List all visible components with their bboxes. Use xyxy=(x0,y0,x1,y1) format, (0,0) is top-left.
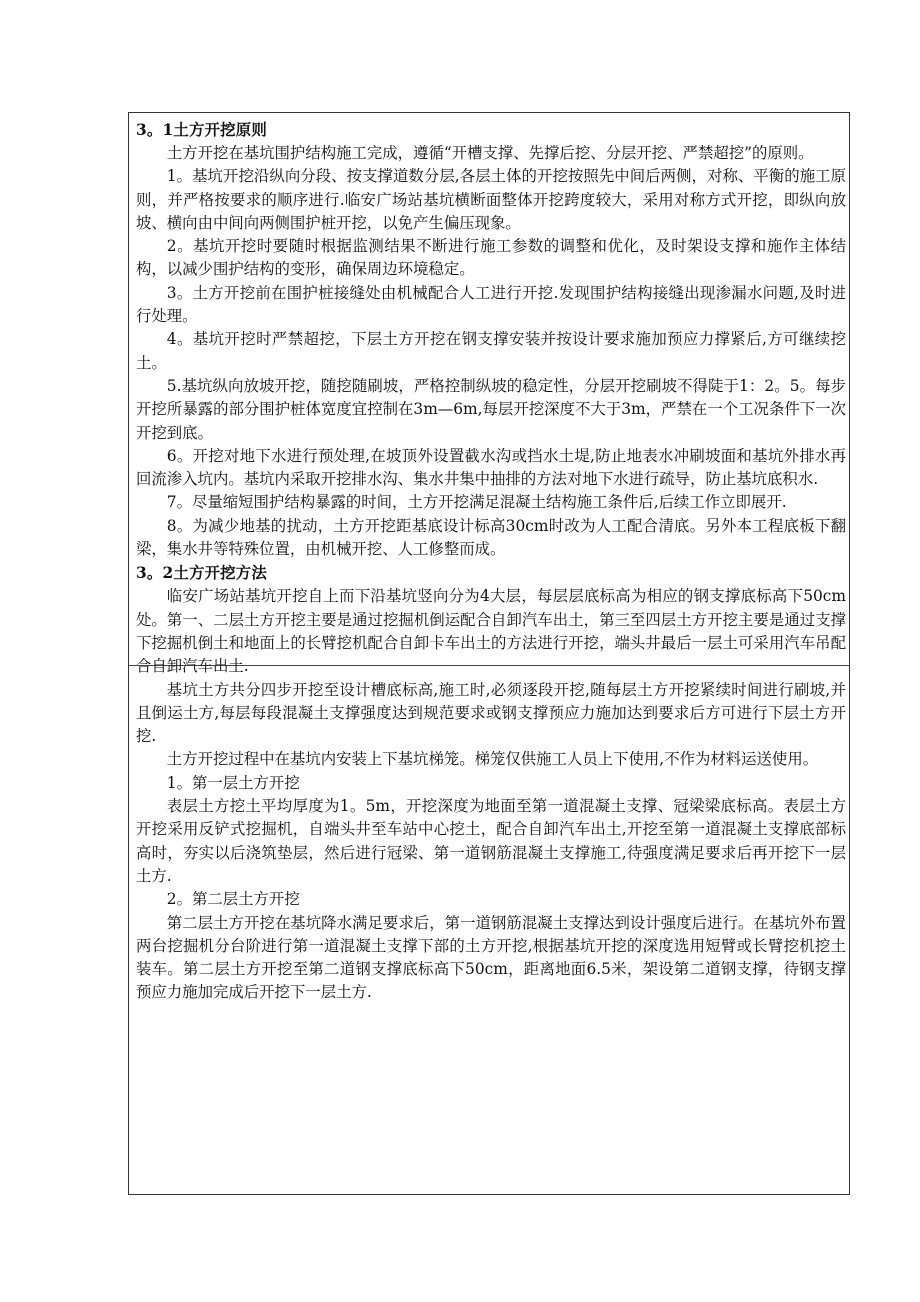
paragraph: 5.基坑纵向放坡开挖，随挖随刷坡，严格控制纵坡的稳定性，分层开挖刷坡不得陡于1：2。5。每步开挖所暴露的部分围护桩体宽度宜控制在3m—6m,每层开挖深度不大于3m，严禁在一个工况条件下一次开挖到底。 xyxy=(136,376,846,442)
paragraph: 7。尽量缩短围护结构暴露的时间，土方开挖满足混凝土结构施工条件后,后续工作立即展开. xyxy=(166,493,787,512)
paragraph: 第二层土方开挖在基坑降水满足要求后，第一道钢筋混凝土支撑达到设计强度后进行。在基坑外布置两台挖掘机分台阶进行第一道混凝土支撑下部的土方开挖,根据基坑开挖的深度选用短臂或长臂挖机挖土装车。第二层土方开挖至第二道钢支撑底标高下50cm，距离地面6.5米，架设第二道钢支撑，待钢支撑预应力施加完成后开挖下一层土方. xyxy=(136,913,846,1002)
paragraph: 3。土方开挖前在围护桩接缝处由机械配合人工进行开挖.发现围护结构接缝出现渗漏水问题,及时进行处理。 xyxy=(136,283,846,326)
section-heading: 3。1土方开挖原则 xyxy=(136,121,267,139)
paragraph: 土方开挖在基坑围护结构施工完成，遵循“开槽支撑、先撑后挖、分层开挖、严禁超挖”的原则。 xyxy=(166,144,814,162)
paragraph: 8。为减少地基的扰动，土方开挖距基底设计标高30cm时改为人工配合清底。另外本工程底板下翻梁，集水井等特殊位置，由机械开挖、人工修整而成。 xyxy=(136,516,846,559)
document-body xyxy=(136,118,846,1005)
paragraph: 土方开挖过程中在基坑内安装上下基坑梯笼。梯笼仅供施工人员上下使用,不作为材料运送使用。 xyxy=(166,750,819,769)
paragraph: 1。第一层土方开挖 xyxy=(166,773,300,792)
section-heading: 3。2土方开挖方法 xyxy=(136,564,267,583)
paragraph: 2。第二层土方开挖 xyxy=(166,890,300,909)
paragraph: 表层土方挖土平均厚度为1。5m，开挖深度为地面至第一道混凝土支撑、冠梁梁底标高。表层土方开挖采用反铲式挖掘机，自端头井至车站中心挖土，配合自卸汽车出土,开挖至第一道混凝土支撑底部标高时，夯实以后浇筑垫层，然后进行冠梁、第一道钢筋混凝土支撑施工,待强度满足要求后再开挖下一层土方. xyxy=(136,797,846,885)
paragraph: 临安广场站基坑开挖自上而下沿基坑竖向分为4大层，每层层底标高为相应的钢支撑底标高下50cm处。第一、二层土方开挖主要是通过挖掘机倒运配合自卸汽车出土，第三至四层土方开挖主要是通过支撑下挖掘机倒土和地面上的长臂挖机配合自卸卡车出土的方法进行开挖，端头井最后一层土可采用汽车吊配合自卸汽车出土. xyxy=(136,587,846,676)
paragraph: 基坑土方共分四步开挖至设计槽底标高,施工时,必须逐段开挖,随每层土方开挖紧续时间进行刷坡,并且倒运土方,每层每段混凝土支撑强度达到规范要求或钢支撑预应力施加达到要求后方可进行下层土方开挖. xyxy=(136,680,846,746)
paragraph: 6。开挖对地下水进行预处理,在坡顶外设置截水沟或挡水土堤,防止地表水冲刷坡面和基坑外排水再回流渗入坑内。基坑内采取开挖排水沟、集水井集中抽排的方法对地下水进行疏导，防止基坑底积水. xyxy=(136,446,846,489)
paragraph: 2。基坑开挖时要随时根据监测结果不断进行施工参数的调整和优化，及时架设支撑和施作主体结构，以减少围护结构的变形，确保周边环境稳定。 xyxy=(136,237,846,279)
paragraph: 1。基坑开挖沿纵向分段、按支撑道数分层,各层土体的开挖按照先中间后两侧，对称、平衡的施工原则，并严格按要求的顺序进行.临安广场站基坑横断面整体开挖跨度较大，采用对称方式开挖，即纵向放坡、横向由中间向两侧围护桩开挖，以免产生偏压现象。 xyxy=(136,167,846,232)
paragraph: 4。基坑开挖时严禁超挖，下层土方开挖在钢支撑安装并按设计要求施加预应力撑紧后,方可继续挖土。 xyxy=(136,330,846,372)
